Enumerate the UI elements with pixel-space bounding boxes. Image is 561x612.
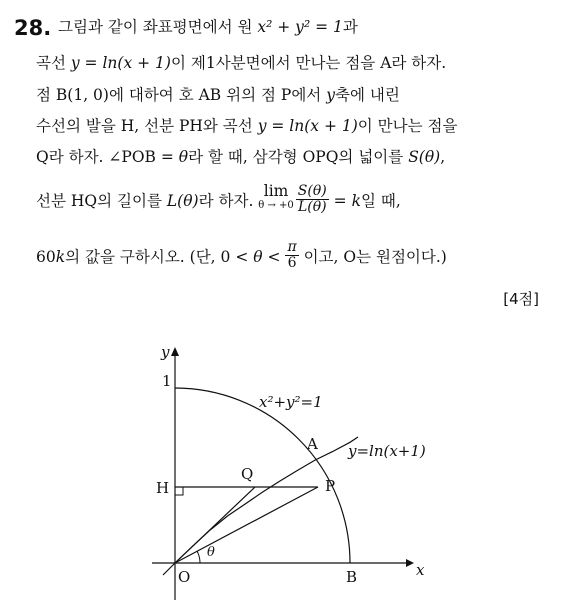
text-segment: 라 하자. bbox=[198, 191, 259, 210]
text-segment: 이 제1사분면에서 만나는 점을 A라 하자. bbox=[170, 54, 447, 72]
text-segment: , bbox=[440, 148, 446, 166]
label-point-q: Q bbox=[241, 465, 254, 483]
label-origin: O bbox=[178, 568, 191, 586]
text-segment: < bbox=[262, 247, 286, 266]
label-curve-equation: y=ln(x+1) bbox=[348, 442, 426, 460]
unit-circle-arc bbox=[175, 388, 350, 563]
fraction-numerator: π bbox=[287, 239, 297, 255]
label-point-h: H bbox=[156, 479, 170, 497]
fraction-denominator: 6 bbox=[287, 255, 297, 272]
label-x-axis: x bbox=[416, 561, 425, 579]
math-k: k bbox=[351, 191, 361, 210]
segment-oq bbox=[175, 487, 255, 563]
fraction-denominator: L(θ) bbox=[297, 199, 327, 216]
math-l-theta: L(θ) bbox=[166, 191, 199, 210]
math-y: y bbox=[326, 86, 335, 104]
math-k: k bbox=[55, 247, 66, 266]
label-point-a: A bbox=[307, 435, 318, 453]
text-segment: 의 값을 구하시오. (단, 0 < bbox=[65, 247, 254, 266]
math-circle-equation: x² + y² = 1 bbox=[257, 18, 343, 36]
limit-word: lim bbox=[263, 182, 289, 201]
problem-number: 28. bbox=[14, 16, 52, 40]
points-label: [4점] bbox=[503, 290, 539, 308]
label-circle-equation: x²+y²=1 bbox=[259, 393, 323, 411]
text-segment: 일 때, bbox=[361, 191, 401, 210]
text-segment: 라 할 때, 삼각형 OPQ의 넓이를 bbox=[188, 148, 409, 166]
math-curve-equation: y = ln(x + 1) bbox=[257, 117, 358, 135]
text-segment: 수선의 발을 H, 선분 PH와 곡선 bbox=[36, 117, 258, 135]
right-angle-marker bbox=[175, 487, 183, 495]
text-segment: Q라 하자. ∠POB = bbox=[36, 148, 179, 166]
text-segment: 이 만나는 점을 bbox=[357, 117, 458, 135]
math-theta: θ bbox=[178, 148, 189, 166]
math-s-theta: S(θ) bbox=[408, 148, 441, 166]
text-segment: 그림과 같이 좌표평면에서 원 bbox=[58, 18, 258, 36]
segment-op bbox=[175, 487, 318, 563]
text-segment: 축에 내린 bbox=[334, 86, 400, 104]
text-segment: 점 B(1, 0)에 대하여 호 AB 위의 점 P에서 bbox=[36, 86, 327, 104]
text-segment: = bbox=[328, 191, 352, 210]
label-point-b: B bbox=[346, 568, 358, 586]
text-segment: 60 bbox=[36, 247, 56, 266]
y-axis-arrow bbox=[171, 347, 179, 356]
label-theta: θ bbox=[207, 545, 215, 560]
text-segment: 선분 HQ의 길이를 bbox=[36, 191, 167, 210]
label-one: 1 bbox=[162, 372, 172, 390]
label-y-axis: y bbox=[161, 343, 170, 361]
text-segment: 곡선 bbox=[36, 54, 71, 72]
math-curve-equation: y = ln(x + 1) bbox=[70, 54, 171, 72]
limit-subscript: θ → +0 bbox=[258, 199, 294, 211]
text-segment: 과 bbox=[342, 18, 358, 36]
theta-arc bbox=[197, 551, 200, 563]
math-theta: θ bbox=[253, 247, 263, 266]
fraction-numerator: S(θ) bbox=[297, 183, 327, 199]
x-axis-arrow bbox=[406, 559, 414, 567]
label-point-p: P bbox=[325, 477, 336, 495]
text-segment: 이고, O는 원점이다.) bbox=[298, 247, 447, 266]
